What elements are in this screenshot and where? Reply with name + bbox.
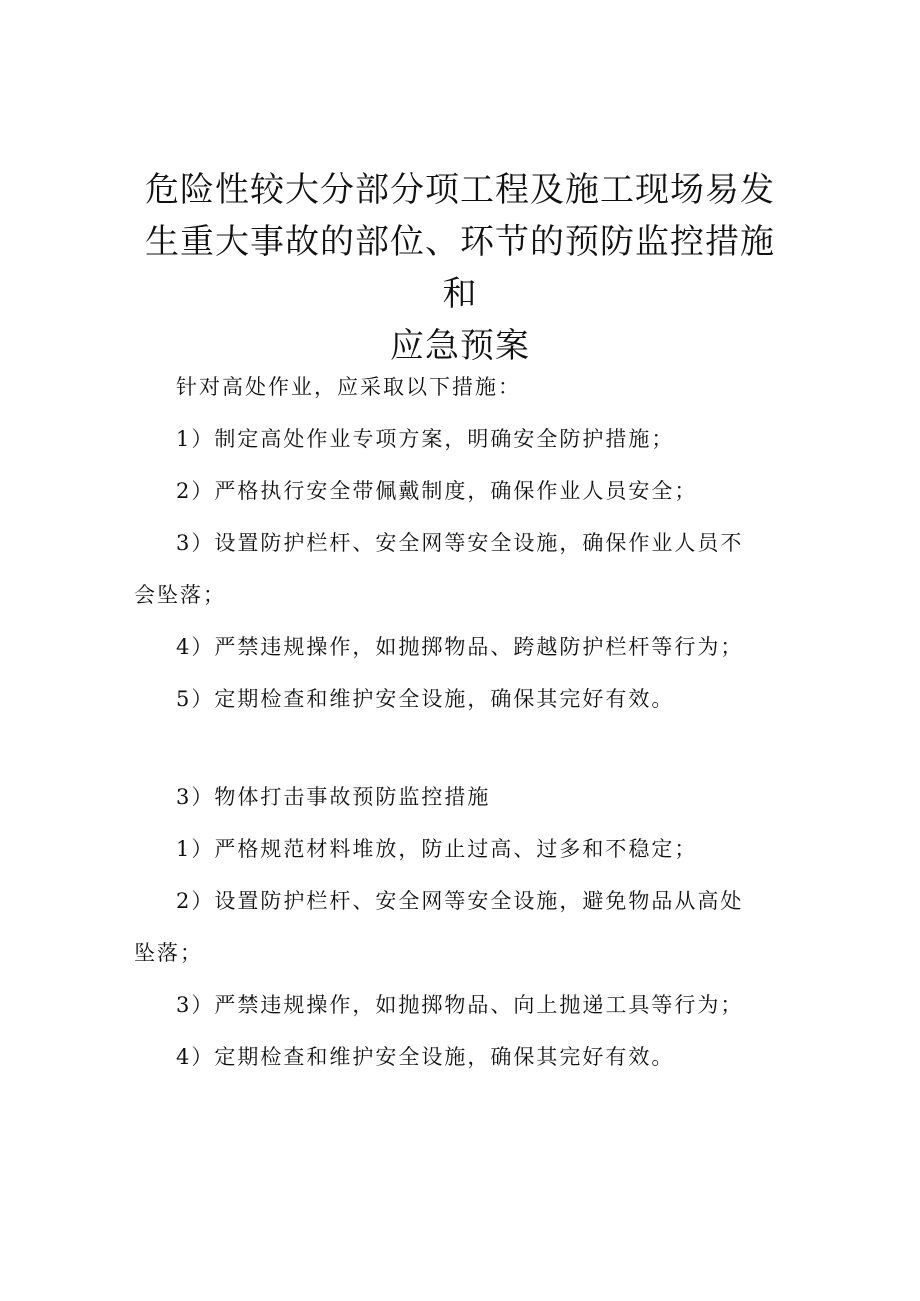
section-heading-strike: 3）物体打击事故预防监控措施: [176, 785, 491, 809]
document-title: [130, 164, 790, 372]
paragraph-strike-3: 3）严禁违规操作，如抛掷物品、向上抛递工具等行为；: [176, 993, 744, 1017]
paragraph-item-1: 1）制定高处作业专项方案，明确安全防护措施；: [176, 427, 675, 451]
title-line-3: 应急预案: [390, 326, 530, 366]
paragraph-item-4: 4）严禁违规操作，如抛掷物品、跨越防护栏杆等行为；: [176, 635, 744, 659]
paragraph-item-3-cont: 会坠落；: [134, 583, 226, 607]
paragraph-item-3: 3）设置防护栏杆、安全网等安全设施，确保作业人员不: [176, 531, 744, 555]
paragraph-item-5: 5）定期检查和维护安全设施，确保其完好有效。: [176, 687, 675, 711]
paragraph-item-2: 2）严格执行安全带佩戴制度，确保作业人员安全；: [176, 479, 698, 503]
title-line-2: 生重大事故的部位、环节的预防监控措施和: [145, 222, 775, 314]
paragraph-strike-1: 1）严格规范材料堆放，防止过高、过多和不稳定；: [176, 837, 698, 861]
paragraph-strike-2-cont: 坠落；: [134, 941, 203, 965]
paragraph-strike-2: 2）设置防护栏杆、安全网等安全设施，避免物品从高处: [176, 889, 744, 913]
paragraph-strike-4: 4）定期检查和维护安全设施，确保其完好有效。: [176, 1045, 675, 1069]
paragraph-intro: 针对高处作业，应采取以下措施：: [176, 375, 521, 399]
title-line-1: 危险性较大分部分项工程及施工现场易发: [145, 170, 775, 210]
